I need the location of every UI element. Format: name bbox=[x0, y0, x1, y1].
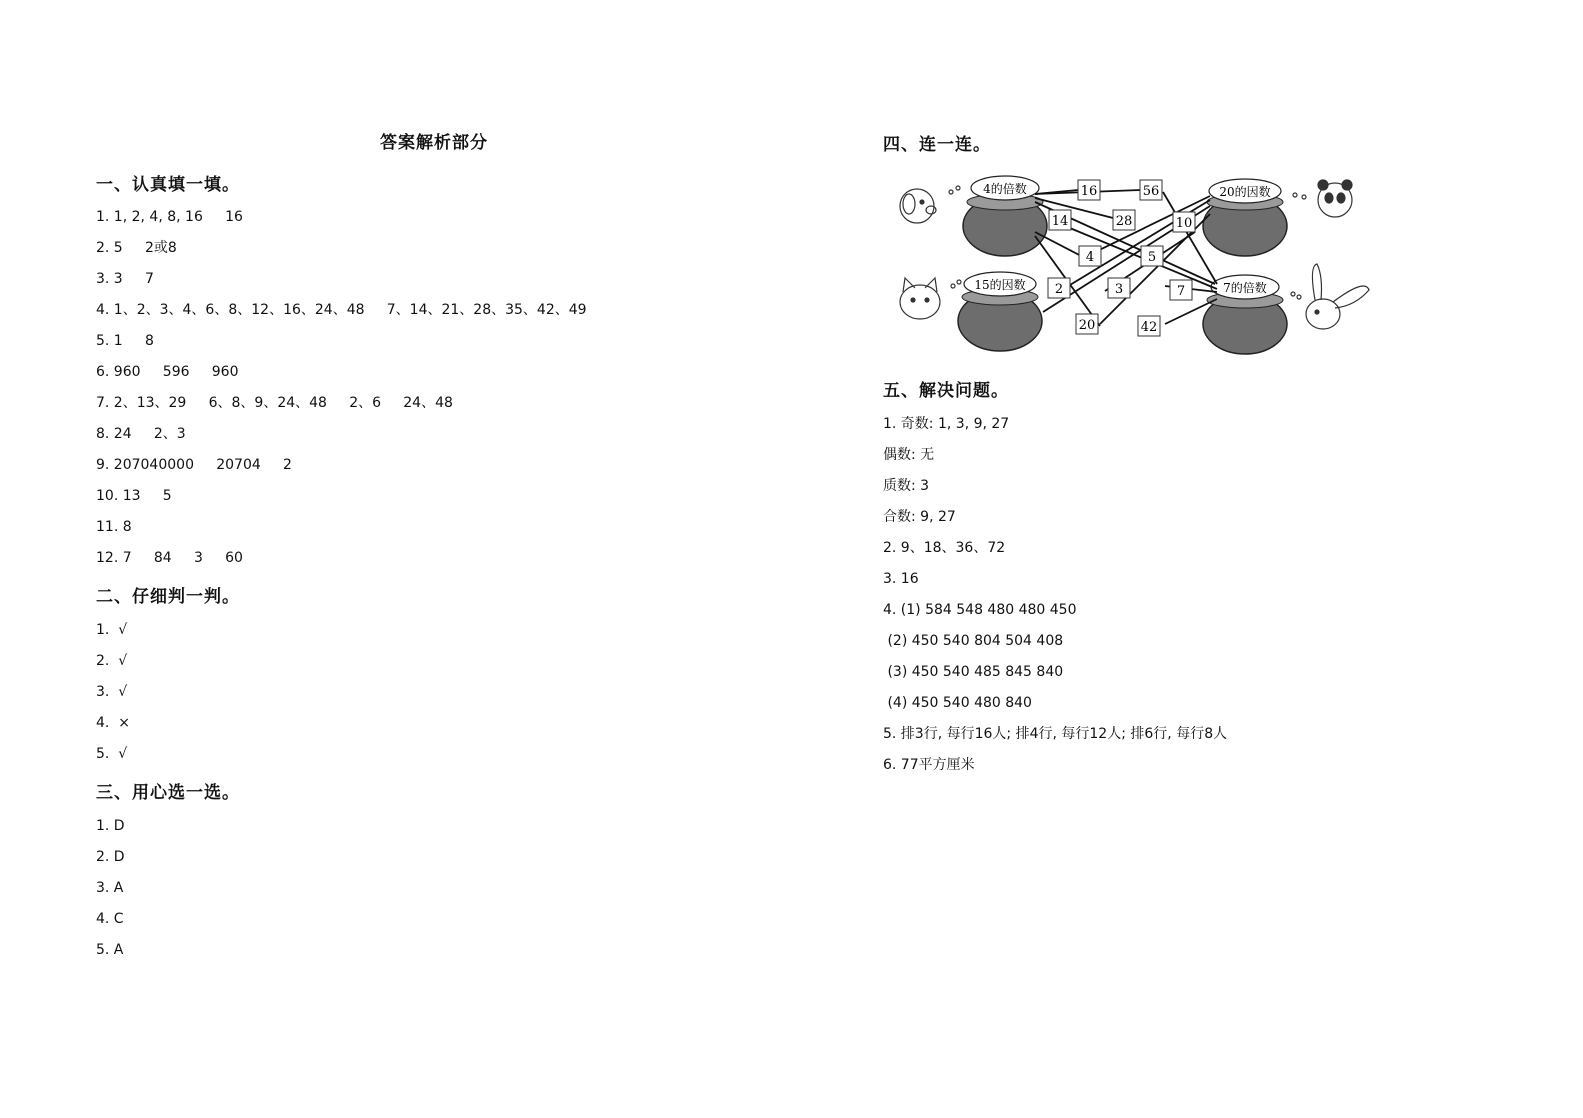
dog-icon bbox=[900, 186, 960, 223]
answer-line: 8. 24 2、3 bbox=[96, 426, 186, 442]
number-box bbox=[1173, 212, 1195, 232]
answer-line: 偶数: 无 bbox=[883, 447, 935, 463]
number-box bbox=[1141, 246, 1163, 266]
number-box bbox=[1113, 210, 1135, 230]
answer-line: 5. 排3行, 每行16人; 排4行, 每行12人; 排6行, 每行8人 bbox=[883, 726, 1228, 742]
pot-label: 7的倍数 bbox=[1223, 281, 1267, 295]
answer-line: 9. 207040000 20704 2 bbox=[96, 457, 292, 473]
number-label: 2 bbox=[1054, 282, 1064, 297]
number-box bbox=[1049, 210, 1071, 230]
answer-line: 4. × bbox=[96, 715, 130, 731]
number-label: 14 bbox=[1051, 214, 1069, 229]
answer-line: 3. A bbox=[96, 880, 124, 896]
answer-line: (3) 450 540 485 845 840 bbox=[883, 664, 1064, 680]
number-label: 5 bbox=[1147, 250, 1157, 265]
section-4-heading: 四、连一连。 bbox=[883, 135, 991, 155]
pot-factors-of-20 bbox=[1203, 179, 1287, 256]
answer-line: 5. √ bbox=[96, 746, 128, 762]
answer-line: (4) 450 540 480 840 bbox=[883, 695, 1032, 711]
number-label: 42 bbox=[1140, 320, 1158, 335]
answer-line: 2. √ bbox=[96, 653, 128, 669]
number-box bbox=[1170, 280, 1192, 300]
number-label: 4 bbox=[1085, 250, 1095, 265]
number-box bbox=[1048, 278, 1070, 298]
number-box bbox=[1076, 314, 1098, 334]
answer-line: 1. 奇数: 1, 3, 9, 27 bbox=[883, 416, 1010, 432]
number-box bbox=[1078, 180, 1100, 200]
answer-line: 合数: 9, 27 bbox=[883, 509, 956, 525]
answer-line: 7. 2、13、29 6、8、9、24、48 2、6 24、48 bbox=[96, 395, 453, 411]
answer-line: 3. 3 7 bbox=[96, 271, 154, 287]
number-box bbox=[1140, 180, 1162, 200]
pot-label: 20的因数 bbox=[1219, 185, 1271, 199]
number-label: 10 bbox=[1175, 216, 1193, 231]
number-box bbox=[1138, 316, 1160, 336]
answer-line: 3. 16 bbox=[883, 571, 919, 587]
pot-multiples-of-7 bbox=[1203, 275, 1287, 354]
answer-line: 1. √ bbox=[96, 622, 128, 638]
answer-line: 10. 13 5 bbox=[96, 488, 172, 504]
section-2-heading: 二、仔细判一判。 bbox=[96, 587, 240, 607]
answer-line: 1. D bbox=[96, 818, 125, 834]
answer-line: 2. D bbox=[96, 849, 125, 865]
number-box bbox=[1079, 246, 1101, 266]
section-5-heading: 五、解决问题。 bbox=[883, 381, 1009, 401]
matching-diagram bbox=[895, 166, 1385, 362]
section-1-heading: 一、认真填一填。 bbox=[96, 175, 240, 195]
answer-line: 5. A bbox=[96, 942, 124, 958]
answer-line: 12. 7 84 3 60 bbox=[96, 550, 243, 566]
answer-line: 4. C bbox=[96, 911, 124, 927]
number-label: 56 bbox=[1142, 184, 1160, 199]
number-label: 3 bbox=[1114, 282, 1124, 297]
answer-line: 11. 8 bbox=[96, 519, 132, 535]
answer-line: 质数: 3 bbox=[883, 478, 930, 494]
pot-label: 4的倍数 bbox=[983, 182, 1027, 196]
answer-line: 2. 9、18、36、72 bbox=[883, 540, 1006, 556]
answer-line: 4. (1) 584 548 480 480 450 bbox=[883, 602, 1077, 618]
answer-line: 4. 1、2、3、4、6、8、12、16、24、48 7、14、21、28、35、42、49 bbox=[96, 302, 587, 318]
page-title: 答案解析部分 bbox=[380, 133, 488, 153]
pot-label: 15的因数 bbox=[974, 278, 1026, 292]
number-label: 20 bbox=[1078, 318, 1096, 333]
answer-line: 5. 1 8 bbox=[96, 333, 154, 349]
answer-line: 1. 1, 2, 4, 8, 16 16 bbox=[96, 209, 243, 225]
answer-line: (2) 450 540 804 504 408 bbox=[883, 633, 1064, 649]
number-label: 7 bbox=[1176, 284, 1186, 299]
number-label: 16 bbox=[1080, 184, 1098, 199]
answer-line: 3. √ bbox=[96, 684, 128, 700]
pot-multiples-of-4 bbox=[963, 176, 1047, 256]
number-label: 28 bbox=[1115, 214, 1133, 229]
answer-line: 6. 77平方厘米 bbox=[883, 757, 975, 773]
number-box bbox=[1108, 278, 1130, 298]
cat-icon bbox=[900, 278, 961, 319]
rabbit-icon bbox=[1291, 264, 1369, 329]
section-3-heading: 三、用心选一选。 bbox=[96, 783, 240, 803]
answer-line: 2. 5 2或8 bbox=[96, 240, 177, 256]
pot-factors-of-15 bbox=[958, 272, 1042, 351]
panda-icon bbox=[1293, 180, 1352, 217]
answer-line: 6. 960 596 960 bbox=[96, 364, 239, 380]
